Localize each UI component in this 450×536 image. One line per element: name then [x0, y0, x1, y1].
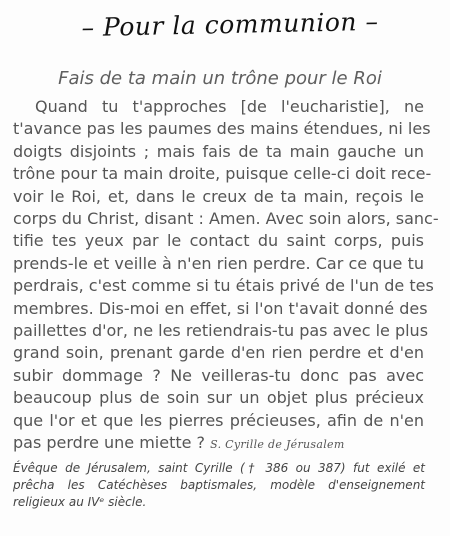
body-line: prends-le et veille à n'en rien perdre. Car ce que tu — [13, 253, 424, 273]
body-line: membres. Dis-moi en effet, si l'on t'avait donné des — [13, 298, 428, 318]
body-line: pas perdre une miette ? — [13, 433, 206, 453]
body-line: perdrais, c'est comme si tu étais privé de l'un de tes — [13, 276, 434, 296]
body-line: que l'or et que les pierres précieuses, afin de n'en — [13, 410, 424, 430]
handwritten-title: – Pour la communion – — [81, 6, 379, 43]
body-line: beaucoup plus de soin sur un objet plus précieux — [13, 388, 424, 408]
article-body — [13, 96, 439, 457]
author-signature: S. Cyrille de Jérusalem — [210, 438, 345, 452]
body-line: trône pour ta main droite, puisque celle-ci doit rece- — [13, 164, 432, 184]
author-footnote — [13, 460, 425, 511]
body-line: paillettes d'or, ne les retiendrais-tu pas avec le plus — [13, 321, 429, 341]
body-line: doigts disjoints ; mais fais de ta main gauche un — [13, 141, 424, 161]
footnote-line: religieux au IVᵉ siècle. — [13, 495, 147, 509]
body-line: grand soin, prenant garde d'en rien perdre et d'en — [13, 343, 424, 363]
body-line: t'avance pas les paumes des mains étendues, ni les — [13, 119, 431, 139]
footnote-line: Évêque de Jérusalem, saint Cyrille († 386 ou 387) fut exilé et — [13, 461, 425, 475]
body-line: Quand tu t'approches [de l'eucharistie], ne — [35, 97, 424, 116]
body-last-row — [13, 432, 424, 456]
body-line: voir le Roi, et, dans le creux de ta main, reçois le — [13, 186, 424, 206]
article-heading: Fais de ta main un trône pour le Roi — [58, 68, 382, 89]
body-line: corps du Christ, disant : Amen. Avec soin alors, sanc- — [13, 209, 439, 229]
body-line: subir dommage ? Ne veilleras-tu donc pas avec — [13, 365, 424, 385]
body-line: tifie tes yeux par le contact du saint corps, puis — [13, 231, 424, 251]
footnote-line: prêcha les Catéchèses baptismales, modèle d'enseignement — [13, 478, 425, 492]
